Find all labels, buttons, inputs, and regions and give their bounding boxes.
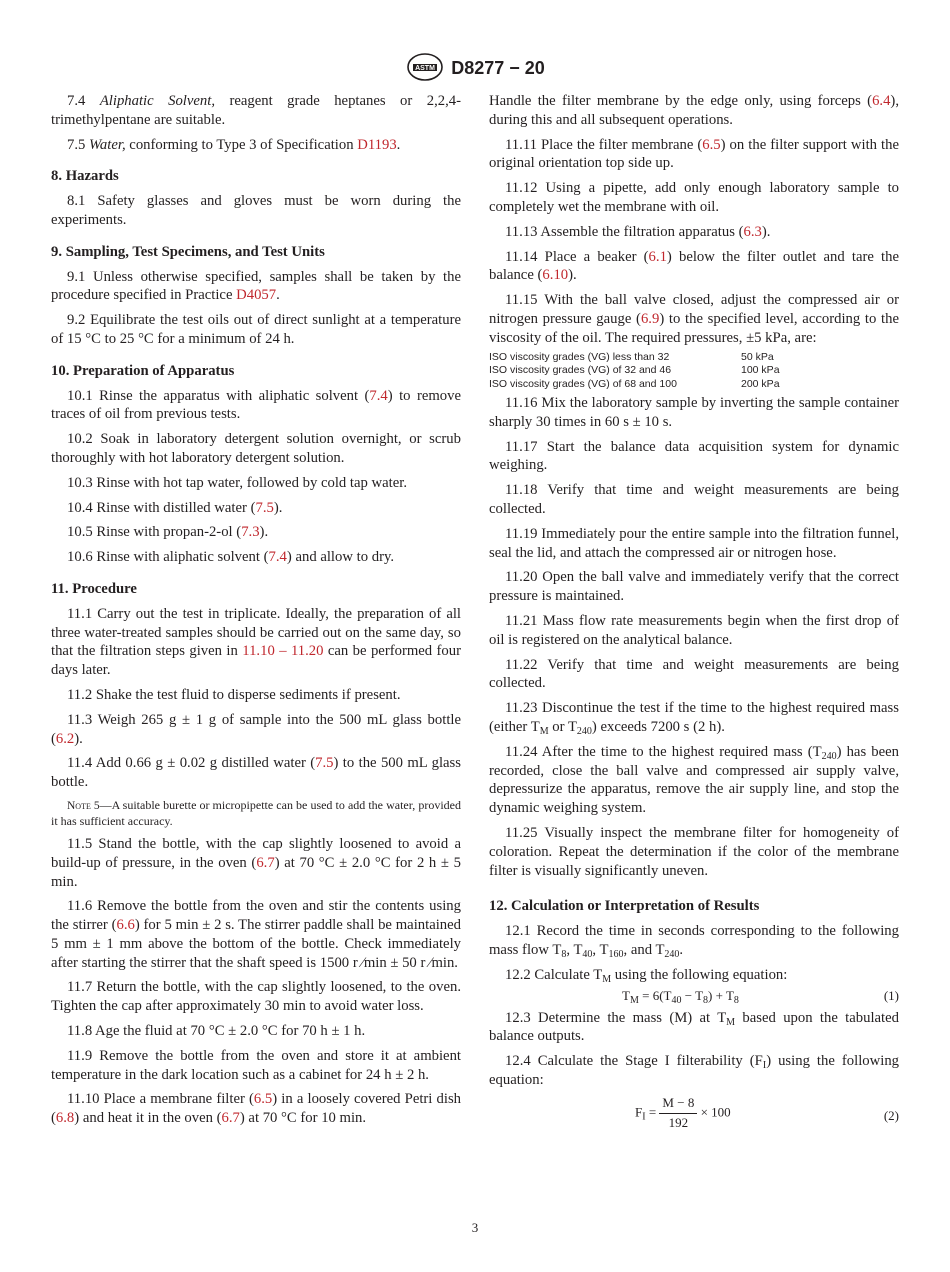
- ref-link[interactable]: 7.4: [268, 549, 287, 566]
- ref-link[interactable]: 7.4: [369, 387, 388, 404]
- section-11-17: 11.17 Start the balance data acquisition system for dynamic weighing.: [489, 438, 899, 474]
- ref-link[interactable]: D4057: [236, 287, 277, 304]
- section-12-2: 12.2 Calculate $T_M$ using the following equation:: [505, 966, 788, 985]
- equation-number: (1): [883, 987, 899, 1003]
- ref-link[interactable]: D1193: [357, 136, 397, 153]
- section-11-1: 11.1 Carry out the test in triplicate. Ideally, the preparation of all three water-treated samples should be carried out on the same day, so that the filtration steps given in 11.10 – 11.20 can be performed four days later.: [51, 605, 462, 679]
- section-11-5: 11.5 Stand the bottle, with the cap slightly loosened to avoid a build-up of pressure, in the oven (6.7) at 70 °C ± 2.0 °C for 2 h ± 5 min.: [51, 835, 461, 890]
- section-8-1: 8.1 Safety glasses and gloves must be worn during the experiments.: [51, 193, 461, 228]
- equation-number: (2): [883, 1107, 899, 1123]
- section-10-2: 10.2 Soak in laboratory detergent solution overnight, or scrub thoroughly with hot laboratory detergent solution.: [51, 431, 461, 466]
- section-11-8: 11.8 Age the fluid at 70 °C ± 2.0 °C for 70 h ± 1 h.: [67, 1023, 366, 1040]
- section-11-15: 11.15 With the ball valve closed, adjust the compressed air or nitrogen pressure gauge (6.9) to the specified level, according to the viscosity of the oil. The required pressures, ±5 kPa, are:: [489, 292, 899, 346]
- page-header: [0, 52, 950, 82]
- ref-link[interactable]: 7.5: [315, 755, 334, 772]
- page-number: 3: [471, 1220, 479, 1235]
- ref-link[interactable]: 11.10 – 11.20: [242, 643, 324, 660]
- section-11-7: 11.7 Return the bottle, with the cap slightly loosened, to the oven. Tighten the cap after approximately 30 min to avoid water loss.: [51, 979, 461, 1015]
- table-row: ISO viscosity grades (VG) less than 32 50 kPa: [489, 350, 774, 363]
- section-12-3: 12.3 Determine the mass (M) at $T_M$ based upon the tabulated balance outputs.: [489, 1009, 900, 1045]
- section-11-16: 11.16 Mix the laboratory sample by inverting the sample container sharply 30 times in 60 s ± 10 s.: [489, 395, 899, 430]
- section-11-3: 11.3 Weigh 265 g ± 1 g of sample into the 500 mL glass bottle (6.2).: [51, 711, 461, 747]
- ref-link[interactable]: 6.5: [702, 136, 721, 153]
- section-12-4: 12.4 Calculate the Stage I filterability $(F_I)$ using the following equation:: [489, 1053, 900, 1088]
- heading-9: 9. Sampling, Test Specimens, and Test Units: [51, 243, 325, 260]
- section-11-24: 11.24 After the time to the highest required mass $(T_{240})$ has been recorded, close the ball valve and compressed air supply valve, depressurize the apparatus, remove the air supply line, and stop the dynamic weighing system.: [489, 743, 899, 817]
- section-11-11: 11.11 Place the filter membrane (6.5) on the filter support with the original orientation top side up.: [489, 136, 900, 172]
- section-9-1: 9.1 Unless otherwise specified, samples shall be taken by the procedure specified in Practice D4057.: [51, 268, 461, 304]
- right-column: [489, 92, 899, 1140]
- section-11-10: 11.10 Place a membrane filter (6.5) in a loosely covered Petri dish (6.8) and heat it in the oven (6.7) at 70 °C for 10 min.: [51, 1091, 462, 1127]
- ref-link[interactable]: 6.1: [648, 248, 667, 265]
- ref-link[interactable]: 6.7: [221, 1110, 240, 1127]
- section-11-23: 11.23 Discontinue the test if the time to the highest required mass (either $T_M$ or $T_{240}$) exceeds 7200 s (2 h).: [489, 700, 899, 738]
- ref-link[interactable]: 7.5: [255, 499, 274, 516]
- section-11-4: 11.4 Add 0.66 g ± 0.02 g distilled water (7.5) to the 500 mL glass bottle.: [51, 755, 461, 791]
- ref-link[interactable]: 6.8: [55, 1110, 75, 1127]
- section-11-2: 11.2 Shake the test fluid to disperse sediments if present.: [67, 686, 401, 703]
- document-id: D8277 − 20: [451, 57, 545, 78]
- section-11-14: 11.14 Place a beaker (6.1) below the filter outlet and tare the balance (6.10).: [489, 248, 899, 284]
- equation-2: $F_I$ = $\frac{M - 8}{192}$ × 100 (2): [489, 1094, 899, 1140]
- section-10-6: 10.6 Rinse with aliphatic solvent (7.4) and allow to dry.: [67, 549, 395, 566]
- section-11-12: 11.12 Using a pipette, add only enough laboratory sample to completely wet the membrane with oil.: [489, 180, 899, 215]
- heading-8: 8. Hazards: [51, 168, 119, 185]
- ref-link[interactable]: 6.3: [743, 223, 762, 240]
- section-11-22: 11.22 Verify that time and weight measurements are being collected.: [489, 656, 899, 692]
- section-12-1: 12.1 Record the time in seconds corresponding to the following mass flow $T_8$, $T_{40}$, $T_{160}$, and $T_{240}$.: [489, 923, 899, 960]
- table-row: ISO viscosity grades (VG) of 32 and 46 100 kPa: [489, 364, 780, 377]
- ref-link[interactable]: 6.7: [256, 854, 275, 871]
- ref-link[interactable]: 7.3: [241, 524, 260, 541]
- heading-10: 10. Preparation of Apparatus: [51, 362, 235, 379]
- section-7-4: 7.4 Aliphatic Solvent, reagent grade heptanes or 2,2,4-trimethylpentane are suitable.: [51, 93, 461, 128]
- ref-link[interactable]: 6.4: [872, 93, 891, 109]
- section-10-5: 10.5 Rinse with propan-2-ol (7.3).: [67, 524, 269, 541]
- section-10-1: 10.1 Rinse the apparatus with aliphatic solvent (7.4) to remove traces of oil from previous tests.: [51, 387, 461, 423]
- heading-11: 11. Procedure: [51, 580, 137, 597]
- ref-link[interactable]: 6.6: [116, 917, 135, 934]
- ref-link[interactable]: 6.2: [55, 730, 75, 747]
- ref-link[interactable]: 6.10: [542, 267, 569, 284]
- section-10-4: 10.4 Rinse with distilled water (7.5).: [67, 499, 283, 516]
- section-7-5: 7.5 Water, conforming to Type 3 of Specification D1193.: [67, 136, 401, 153]
- astm-logo-icon: [405, 52, 445, 82]
- equation-1: $T_M = 6(T_{40} - T_8) + T_8$ (1): [622, 987, 899, 1006]
- section-10-3: 10.3 Rinse with hot tap water, followed by cold tap water.: [67, 474, 408, 491]
- section-11-10-continued: Handle the filter membrane by the edge only, using forceps (6.4), during this and all subsequent operations.: [489, 93, 899, 128]
- ref-link[interactable]: 6.9: [640, 310, 660, 327]
- section-11-19: 11.19 Immediately pour the entire sample into the filtration funnel, seal the lid, and attach the compressed air or nitrogen hose.: [489, 525, 899, 561]
- section-11-18: 11.18 Verify that time and weight measurements are being collected.: [489, 482, 899, 518]
- section-11-25: 11.25 Visually inspect the membrane filter for homogeneity of coloration. Repeat the determination if the color of the membrane filter is visually significantly uneven.: [489, 825, 899, 879]
- fraction: $\frac{M - 8}{192}$: [659, 1094, 697, 1133]
- section-11-9: 11.9 Remove the bottle from the oven and store it at ambient temperature in the dark location such as a cabinet for 24 h ± 2 h.: [51, 1047, 461, 1083]
- ref-link[interactable]: 6.5: [253, 1091, 273, 1108]
- svg-text:ASTM: ASTM: [415, 65, 436, 72]
- table-row: ISO viscosity grades (VG) of 68 and 100 200 kPa: [489, 377, 780, 390]
- section-11-21: 11.21 Mass flow rate measurements begin when the first drop of oil is registered on the analytical balance.: [489, 613, 899, 648]
- section-9-2: 9.2 Equilibrate the test oils out of direct sunlight at a temperature of 15 °C to 25 °C for a minimum of 24 h.: [51, 312, 461, 347]
- section-11-20: 11.20 Open the ball valve and immediately verify that the correct pressure is maintained.: [489, 569, 899, 605]
- section-11-6: 11.6 Remove the bottle from the oven and stir the contents using the stirrer (6.6) for 5 min ± 2 s. The stirrer paddle shall be maintained 5 mm ± 1 mm above the bottom of the bottle. Check immediately after starting the stirrer that the shaft speed is 1500 r ⁄min ± 50 r ⁄min.: [51, 898, 462, 971]
- left-column: [51, 92, 461, 1128]
- pressure-table: [489, 351, 780, 392]
- note-5: Note 5—A suitable burette or micropipette can be used to add the water, provided it has sufficient accuracy.: [51, 797, 462, 828]
- heading-12: 12. Calculation or Interpretation of Results: [489, 898, 760, 915]
- section-11-13: 11.13 Assemble the filtration apparatus (6.3).: [505, 223, 771, 240]
